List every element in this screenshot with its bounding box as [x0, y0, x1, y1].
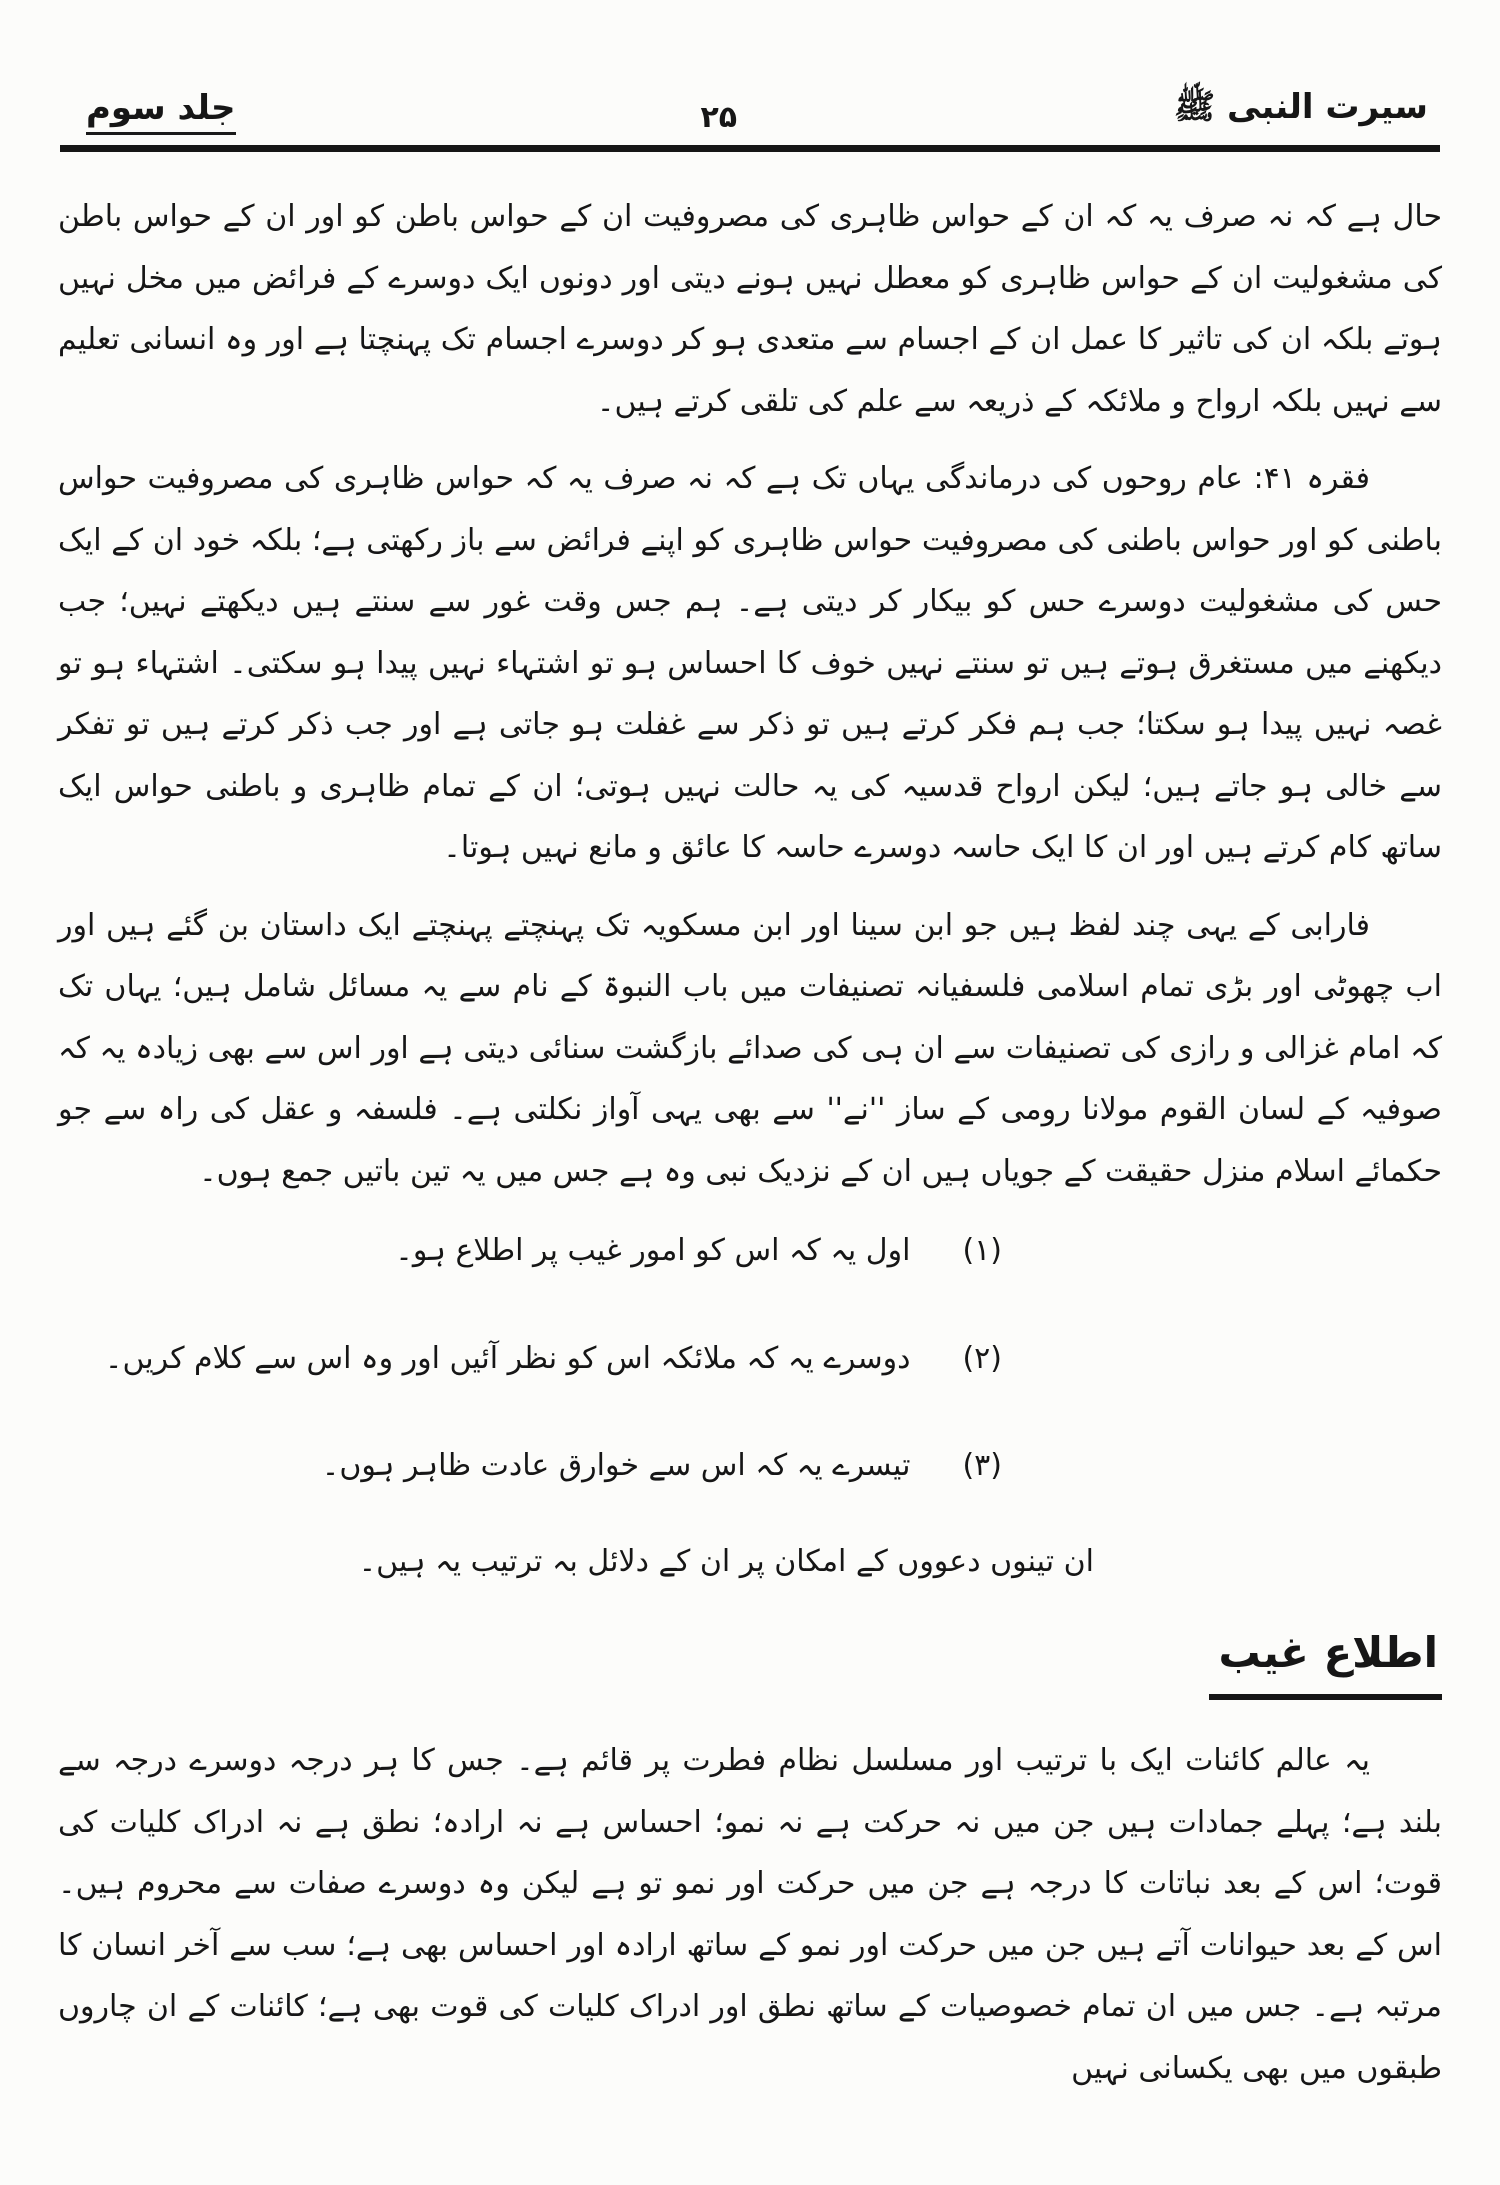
list-item-number: (۳): [962, 1448, 1002, 1483]
section-heading-row: [58, 1622, 1442, 1730]
numbered-list: [58, 1220, 1442, 1497]
list-item-text: دوسرے یہ کہ ملائکہ اس کو نظر آئیں اور وہ اس سے کلام کریں۔: [104, 1340, 911, 1376]
page-header: [58, 86, 1442, 145]
header-rule: [60, 145, 1440, 152]
list-item-text: تیسرے یہ کہ اس سے خوارق عادت ظاہر ہوں۔: [321, 1448, 911, 1483]
page-number: ۲۵: [700, 100, 738, 135]
section-heading: اطلاع غیب: [1209, 1628, 1442, 1700]
page-body: [58, 186, 1442, 2099]
paragraph-farabi: فارابی کے یہی چند لفظ ہیں جو ابن سینا اور ابن مسکویہ تک پہنچتے پہنچتے ایک داستان بن گئے ہیں اور اب چھوٹی اور بڑی تمام اسلامی فلسفیانہ تصنیفات میں باب النبوۃ کے نام سے یہ مسائل شامل ہیں؛ یہاں تک کہ امام غزالی و رازی کی تصنیفات سے ان ہی کی صدائے بازگشت سنائی دیتی ہے اور اس سے بھی زیادہ یہ کہ صوفیہ کے لسان القوم مولانا رومی کے ساز ''نے'' سے بھی یہی آواز نکلتی ہے۔ فلسفہ و عقل کی راہ سے جو حکمائے اسلام منزل حقیقت کے جویاں ہیں ان کے نزدیک نبی وہ ہے جس میں یہ تین باتیں جمع ہوں۔: [58, 907, 1442, 1189]
paragraph-fiqra-41: فقرہ ۴۱: عام روحوں کی درماندگی یہاں تک ہے کہ نہ صرف یہ کہ حواس ظاہری کی مصروفیت حواس باطنی کو اور حواس باطنی کی مصروفیت حواس ظاہری کو اپنے فرائض سے باز رکھتی ہے؛ بلکہ خود ان کے ایک حس کی مشغولیت دوسرے حس کو بیکار کر دیتی ہے۔ ہم جس وقت غور سے سنتے ہیں دیکھتے نہیں؛ جب دیکھنے میں مستغرق ہوتے ہیں تو سنتے نہیں خوف کا احساس ہو تو اشتہاء نہیں پیدا ہو سکتی۔ اشتہاء ہو تو غصہ نہیں پیدا ہو سکتا؛ جب ہم فکر کرتے ہیں تو ذکر سے غفلت ہو جاتی ہے اور جب ذکر کرتے ہیں تو تفکر سے خالی ہو جاتے ہیں؛ لیکن ارواح قدسیہ کی یہ حالت نہیں ہوتی؛ ان کے تمام ظاہری و باطنی حواس ایک ساتھ کام کرتے ہیں اور ان کا ایک حاسہ دوسرے حاسہ کا عائق و مانع نہیں ہوتا۔: [58, 461, 1442, 865]
list-item: [58, 1435, 1002, 1497]
list-item-text: اول یہ کہ اس کو امور غیب پر اطلاع ہو۔: [395, 1233, 911, 1268]
volume-label: جلد سوم: [86, 88, 236, 135]
list-item: [58, 1328, 1002, 1390]
list-closing-line: ان تینوں دعووں کے امکان پر ان کے دلائل بہ ترتیب یہ ہیں۔: [358, 1543, 1094, 1579]
book-title: سیرت النبی ﷺ: [1174, 87, 1428, 127]
paragraph-continuation: حال ہے کہ نہ صرف یہ کہ ان کے حواس ظاہری کی مصروفیت ان کے حواس باطن کو اور ان کے حواس باطن کی مشغولیت ان کے حواس ظاہری کو معطل نہیں ہونے دیتی اور دونوں ایک دوسرے کے فرائض میں مخل نہیں ہوتے بلکہ ان کی تاثیر کا عمل ان کے اجسام سے متعدی ہو کر دوسرے اجسام تک پہنچتا ہے اور وہ انسانی تعلیم سے نہیں بلکہ ارواح و ملائکہ کے ذریعہ سے علم کی تلقی کرتے ہیں۔: [58, 199, 1443, 419]
list-item-number: (۲): [962, 1340, 1002, 1376]
paragraph-nizam-fitrat: یہ عالم کائنات ایک با ترتیب اور مسلسل نظام فطرت پر قائم ہے۔ جس کا ہر درجہ دوسرے درجہ سے بلند ہے؛ پہلے جمادات ہیں جن میں نہ حرکت ہے نہ نمو؛ احساس ہے نہ ارادہ؛ نطق ہے نہ ادراک کلیات کی قوت؛ اس کے بعد نباتات کا درجہ ہے جن میں حرکت اور نمو تو ہے لیکن وہ دوسرے صفات سے محروم ہیں۔ اس کے بعد حیوانات آتے ہیں جن میں حرکت اور نمو کے ساتھ ارادہ اور احساس بھی ہے؛ سب سے آخر انسان کا مرتبہ ہے۔ جس میں ان تمام خصوصیات کے ساتھ نطق اور ادراک کلیات کی قوت بھی ہے؛ کائنات کے ان چاروں طبقوں میں بھی یکسانی نہیں: [58, 1743, 1442, 2086]
list-item: [58, 1220, 1002, 1282]
list-item-number: (۱): [962, 1233, 1002, 1268]
